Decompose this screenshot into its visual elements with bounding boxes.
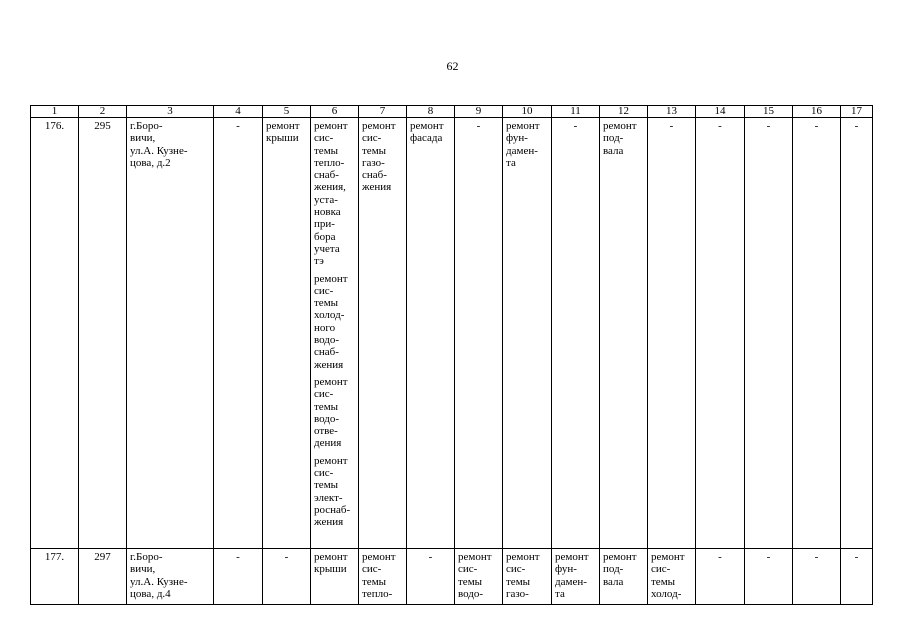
header-cell: 5 [263,106,311,118]
table-cell: - [552,118,600,549]
header-cell: 11 [552,106,600,118]
table-cell: - [696,118,745,549]
table-cell: ремонт сис- темы водо- [455,549,503,605]
work-item: ремонт сис- темы холод- ного водо- снаб- жения [314,272,348,371]
table-cell: ремонт под- вала [600,549,648,605]
table-cell: ремонт фасада [407,118,455,549]
page-number: 62 [446,59,459,73]
table-cell: ремонт фун- дамен- та [503,118,552,549]
table-cell: ремонт крыши [263,118,311,549]
address-cell: г.Боро- вичи, ул.А. Кузне- цова, д.2 [127,118,214,549]
header-cell: 15 [745,106,793,118]
table-cell: ремонт крыши [311,549,359,605]
table-cell: - [214,549,263,605]
table-cell: - [745,549,793,605]
table-cell: - [841,549,873,605]
header-cell: 2 [79,106,127,118]
repair-schedule-table [30,105,873,605]
table-cell: - [841,118,873,549]
table-cell: ремонт сис- темы газо- снаб- жения [359,118,407,549]
row-number-cell: 177. [31,549,79,605]
table-row [31,549,873,605]
table-cell: - [696,549,745,605]
header-cell: 14 [696,106,745,118]
header-cell: 7 [359,106,407,118]
table-cell: ремонт под- вала [600,118,648,549]
table-cell: ремонт сис- темы тепло- [359,549,407,605]
header-cell: 12 [600,106,648,118]
table-row [31,118,873,549]
header-cell: 3 [127,106,214,118]
column-number-header-row [31,106,873,118]
work-item: ремонт сис- темы тепло- снаб- жения, уста- новка при- бора учета тэ [314,120,348,268]
table-cell: - [214,118,263,549]
header-cell: 16 [793,106,841,118]
header-cell: 1 [31,106,79,118]
table-cell: ремонт сис- темы газо- [503,549,552,605]
table-cell: - [793,549,841,605]
house-id-cell: 295 [79,118,127,549]
work-item: ремонт сис- темы водо- отве- дения [314,375,348,450]
table-cell: - [745,118,793,549]
table-cell: ремонт сис- темы холод- [648,549,696,605]
header-cell: 8 [407,106,455,118]
table-cell [311,118,359,549]
table-cell: ремонт фун- дамен- та [552,549,600,605]
header-cell: 6 [311,106,359,118]
header-cell: 17 [841,106,873,118]
table-cell: - [263,549,311,605]
address-cell: г.Боро- вичи, ул.А. Кузне- цова, д.4 [127,549,214,605]
header-cell: 13 [648,106,696,118]
header-cell: 4 [214,106,263,118]
table-cell: - [648,118,696,549]
table-cell: - [407,549,455,605]
house-id-cell: 297 [79,549,127,605]
table-cell: - [793,118,841,549]
table-cell: - [455,118,503,549]
header-cell: 9 [455,106,503,118]
work-item: ремонт сис- темы элект- роснаб- жения [314,454,351,529]
row-number-cell: 176. [31,118,79,549]
header-cell: 10 [503,106,552,118]
